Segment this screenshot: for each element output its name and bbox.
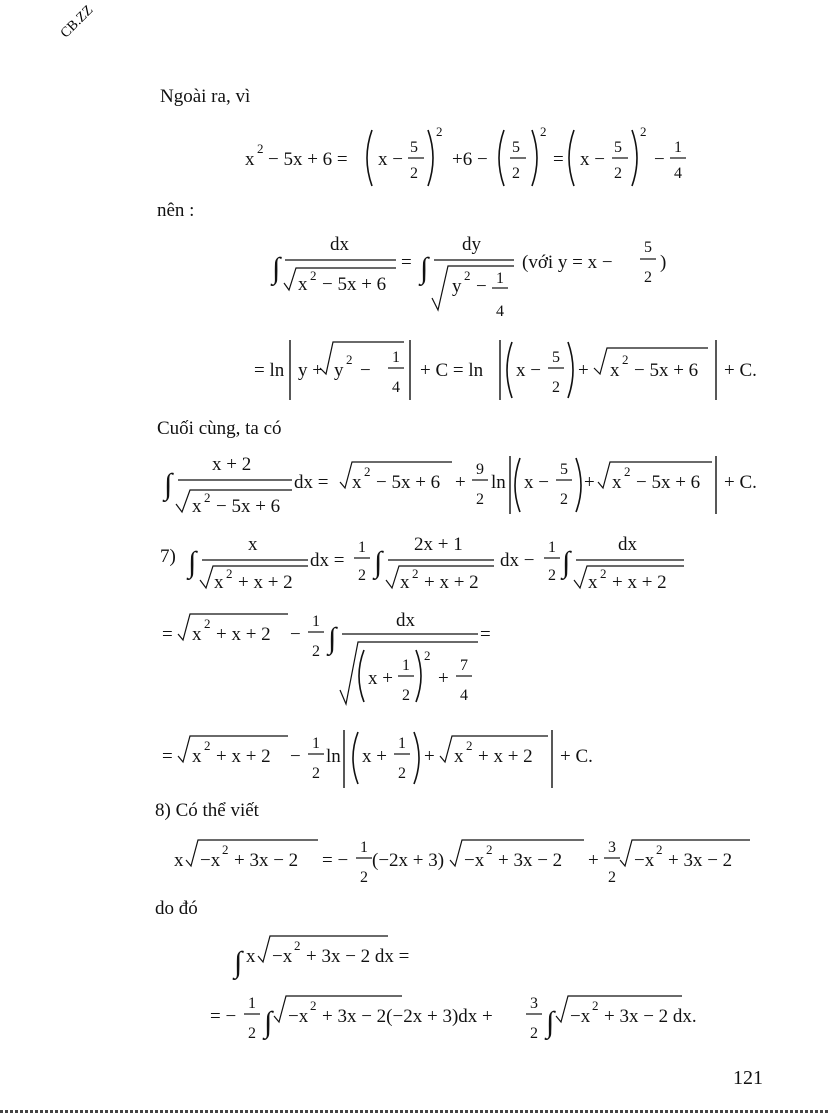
svg-text:x +: x +: [368, 668, 393, 689]
svg-text:2: 2: [600, 566, 607, 581]
svg-text:4: 4: [460, 687, 468, 704]
svg-text:2: 2: [622, 352, 629, 367]
svg-text:2: 2: [294, 938, 301, 953]
svg-text:2: 2: [410, 165, 418, 182]
svg-text:x: x: [246, 946, 256, 967]
svg-text:x: x: [192, 624, 202, 645]
svg-text:2: 2: [402, 687, 410, 704]
svg-text:2: 2: [624, 464, 631, 479]
svg-text:2: 2: [560, 491, 568, 508]
svg-text:2: 2: [257, 141, 264, 156]
svg-text:y +: y +: [298, 360, 323, 381]
svg-text:1: 1: [392, 349, 400, 366]
svg-text:−: −: [290, 624, 301, 645]
svg-text:=: =: [162, 624, 173, 645]
svg-text:+: +: [588, 850, 599, 871]
svg-text:2: 2: [312, 643, 320, 660]
svg-text:2: 2: [530, 1025, 538, 1042]
svg-text:1: 1: [674, 139, 682, 156]
svg-text:2: 2: [656, 842, 663, 857]
equation-item-7: [160, 534, 684, 593]
svg-text:): ): [660, 252, 667, 273]
svg-text:+ 3x − 2: + 3x − 2: [498, 850, 563, 871]
svg-text:2: 2: [436, 124, 443, 139]
svg-text:5: 5: [410, 139, 418, 156]
svg-text:2: 2: [204, 738, 211, 753]
svg-text:2: 2: [466, 738, 473, 753]
svg-text:x: x: [192, 496, 202, 517]
svg-text:2: 2: [204, 616, 211, 631]
svg-text:2: 2: [644, 269, 652, 286]
svg-text:2: 2: [608, 869, 616, 886]
svg-text:x: x: [298, 274, 308, 295]
svg-text:1: 1: [312, 735, 320, 752]
svg-text:dx: dx: [330, 234, 349, 255]
svg-text:= −: = −: [322, 850, 349, 871]
svg-text:2: 2: [476, 491, 484, 508]
svg-text:−x: −x: [570, 1006, 591, 1027]
svg-text:2: 2: [512, 165, 520, 182]
svg-text:−x: −x: [464, 850, 485, 871]
item-8-text: 8) Có thể viết: [155, 800, 259, 821]
svg-text:1: 1: [360, 839, 368, 856]
svg-text:3: 3: [530, 995, 538, 1012]
svg-text:2: 2: [346, 352, 353, 367]
svg-text:2: 2: [310, 998, 317, 1013]
svg-text:−: −: [360, 360, 371, 381]
svg-text:dy: dy: [462, 234, 481, 255]
svg-text:=: =: [401, 252, 412, 273]
svg-text:ln: ln: [491, 472, 506, 493]
svg-text:+ x + 2: + x + 2: [424, 572, 479, 593]
svg-text:2: 2: [222, 842, 229, 857]
svg-text:=: =: [553, 149, 564, 170]
svg-text:∫: ∫: [420, 252, 429, 285]
equation-item-7-step-2: [162, 610, 491, 704]
svg-text:+ 3x − 2 dx.: + 3x − 2 dx.: [604, 1006, 697, 1027]
svg-text:−: −: [290, 746, 301, 767]
svg-text:y: y: [334, 360, 344, 381]
equation-substitution: [270, 234, 666, 320]
svg-text:y: y: [452, 276, 462, 297]
svg-text:5: 5: [560, 461, 568, 478]
svg-text:2: 2: [552, 379, 560, 396]
svg-text:−x: −x: [288, 1006, 309, 1027]
svg-text:+ x + 2: + x + 2: [478, 746, 533, 767]
svg-text:−: −: [654, 149, 665, 170]
equation-final-result: [162, 454, 757, 517]
svg-text:x: x: [352, 472, 362, 493]
svg-text:∫: ∫: [188, 546, 197, 579]
equation-item-7-result: [162, 730, 593, 788]
svg-text:7): 7): [160, 546, 176, 567]
svg-text:x: x: [248, 534, 258, 555]
svg-text:− 5x + 6: − 5x + 6: [216, 496, 281, 517]
svg-text:+ x + 2: + x + 2: [216, 624, 271, 645]
svg-text:x: x: [454, 746, 464, 767]
svg-text:5: 5: [552, 349, 560, 366]
svg-text:1: 1: [248, 995, 256, 1012]
svg-text:+ x + 2: + x + 2: [216, 746, 271, 767]
svg-text:5: 5: [512, 139, 520, 156]
svg-text:x −: x −: [516, 360, 541, 381]
svg-text:dx =: dx =: [310, 550, 345, 571]
equation-item-8-rewrite: [174, 839, 750, 886]
svg-text:1: 1: [402, 657, 410, 674]
svg-text:+ C = ln: + C = ln: [420, 360, 484, 381]
svg-text:+6 −: +6 −: [452, 149, 488, 170]
svg-text:=: =: [162, 746, 173, 767]
svg-text:− 5x + 6: − 5x + 6: [636, 472, 701, 493]
svg-text:2: 2: [592, 998, 599, 1013]
equation-item-8-integral: [232, 936, 409, 981]
svg-text:5: 5: [614, 139, 622, 156]
svg-text:− 5x + 6 =: − 5x + 6 =: [268, 149, 348, 170]
svg-text:2: 2: [312, 765, 320, 782]
svg-text:dx =: dx =: [294, 472, 329, 493]
svg-text:1: 1: [496, 270, 504, 287]
conclusion-text: Cuối cùng, ta có: [157, 418, 282, 439]
intro-text: Ngoài ra, vì: [160, 86, 251, 107]
svg-text:1: 1: [358, 539, 366, 556]
svg-text:2: 2: [398, 765, 406, 782]
svg-text:x: x: [174, 850, 184, 871]
svg-text:=: =: [480, 624, 491, 645]
svg-text:∫: ∫: [562, 546, 571, 579]
equation-item-8-split: [210, 995, 697, 1042]
svg-text:− 5x + 6: − 5x + 6: [634, 360, 699, 381]
svg-text:+ 3x − 2(−2x + 3)dx +: + 3x − 2(−2x + 3)dx +: [322, 1006, 493, 1027]
svg-text:x −: x −: [580, 149, 605, 170]
svg-text:−x: −x: [272, 946, 293, 967]
svg-text:2: 2: [486, 842, 493, 857]
svg-text:1: 1: [312, 613, 320, 630]
svg-text:5: 5: [644, 239, 652, 256]
svg-text:+: +: [438, 668, 449, 689]
svg-text:x −: x −: [524, 472, 549, 493]
svg-text:+ 3x − 2: + 3x − 2: [668, 850, 733, 871]
svg-text:4: 4: [674, 165, 682, 182]
svg-text:−x: −x: [200, 850, 221, 871]
svg-text:x: x: [588, 572, 598, 593]
svg-text:2: 2: [412, 566, 419, 581]
svg-text:+ x + 2: + x + 2: [612, 572, 667, 593]
svg-text:dx −: dx −: [500, 550, 535, 571]
svg-text:+ x + 2: + x + 2: [238, 572, 293, 593]
svg-text:CB.ZZ: CB.ZZ: [57, 2, 97, 42]
svg-text:dx: dx: [396, 610, 415, 631]
svg-text:4: 4: [392, 379, 400, 396]
svg-text:= ln: = ln: [254, 360, 285, 381]
svg-text:∫: ∫: [374, 546, 383, 579]
svg-text:∫: ∫: [164, 468, 173, 501]
svg-text:2: 2: [424, 648, 431, 663]
equation-completing-square: [245, 124, 686, 186]
svg-text:− 5x + 6: − 5x + 6: [322, 274, 387, 295]
svg-text:x + 2: x + 2: [212, 454, 252, 475]
svg-text:(−2x + 3): (−2x + 3): [372, 850, 445, 871]
svg-text:= −: = −: [210, 1006, 237, 1027]
svg-text:x: x: [400, 572, 410, 593]
svg-text:2: 2: [358, 567, 366, 584]
svg-text:2: 2: [310, 268, 317, 283]
svg-text:+ C.: + C.: [724, 360, 757, 381]
page-number: 121: [733, 1067, 763, 1089]
svg-text:∫: ∫: [546, 1006, 555, 1039]
nen-text: nên :: [157, 200, 195, 221]
svg-text:2: 2: [540, 124, 547, 139]
svg-text:x: x: [192, 746, 202, 767]
svg-text:x: x: [214, 572, 224, 593]
equation-ln-result: [254, 340, 757, 400]
svg-text:2: 2: [464, 268, 471, 283]
svg-text:∫: ∫: [272, 252, 281, 285]
svg-text:x: x: [245, 149, 255, 170]
svg-text:+: +: [578, 360, 589, 381]
svg-text:x: x: [610, 360, 620, 381]
svg-text:1: 1: [548, 539, 556, 556]
svg-text:2: 2: [226, 566, 233, 581]
svg-text:1: 1: [398, 735, 406, 752]
svg-text:−x: −x: [634, 850, 655, 871]
svg-text:+: +: [584, 472, 595, 493]
svg-text:2: 2: [204, 490, 211, 505]
svg-text:2: 2: [360, 869, 368, 886]
page-bottom-edge: [0, 1110, 829, 1113]
svg-text:x +: x +: [362, 746, 387, 767]
svg-text:+ 3x − 2: + 3x − 2: [234, 850, 299, 871]
svg-text:∫: ∫: [264, 1006, 273, 1039]
svg-text:+: +: [455, 472, 466, 493]
svg-text:dx: dx: [618, 534, 637, 555]
svg-text:4: 4: [496, 303, 504, 320]
svg-text:−: −: [476, 276, 487, 297]
svg-text:∫: ∫: [328, 622, 337, 655]
svg-text:x: x: [612, 472, 622, 493]
svg-text:∫: ∫: [234, 946, 243, 979]
svg-text:7: 7: [460, 657, 468, 674]
svg-text:− 5x + 6: − 5x + 6: [376, 472, 441, 493]
svg-text:ln: ln: [326, 746, 341, 767]
svg-text:2: 2: [248, 1025, 256, 1042]
svg-text:x −: x −: [378, 149, 403, 170]
svg-text:+ C.: + C.: [560, 746, 593, 767]
svg-text:+: +: [424, 746, 435, 767]
svg-text:2: 2: [364, 464, 371, 479]
do-do-text: do đó: [155, 898, 198, 919]
svg-text:3: 3: [608, 839, 616, 856]
svg-text:2: 2: [614, 165, 622, 182]
svg-text:2: 2: [548, 567, 556, 584]
svg-text:2: 2: [640, 124, 647, 139]
svg-text:2x + 1: 2x + 1: [414, 534, 463, 555]
svg-text:+ C.: + C.: [724, 472, 757, 493]
svg-text:+ 3x − 2 dx =: + 3x − 2 dx =: [306, 946, 410, 967]
svg-text:(với y = x −: (với y = x −: [522, 252, 613, 273]
svg-text:9: 9: [476, 461, 484, 478]
